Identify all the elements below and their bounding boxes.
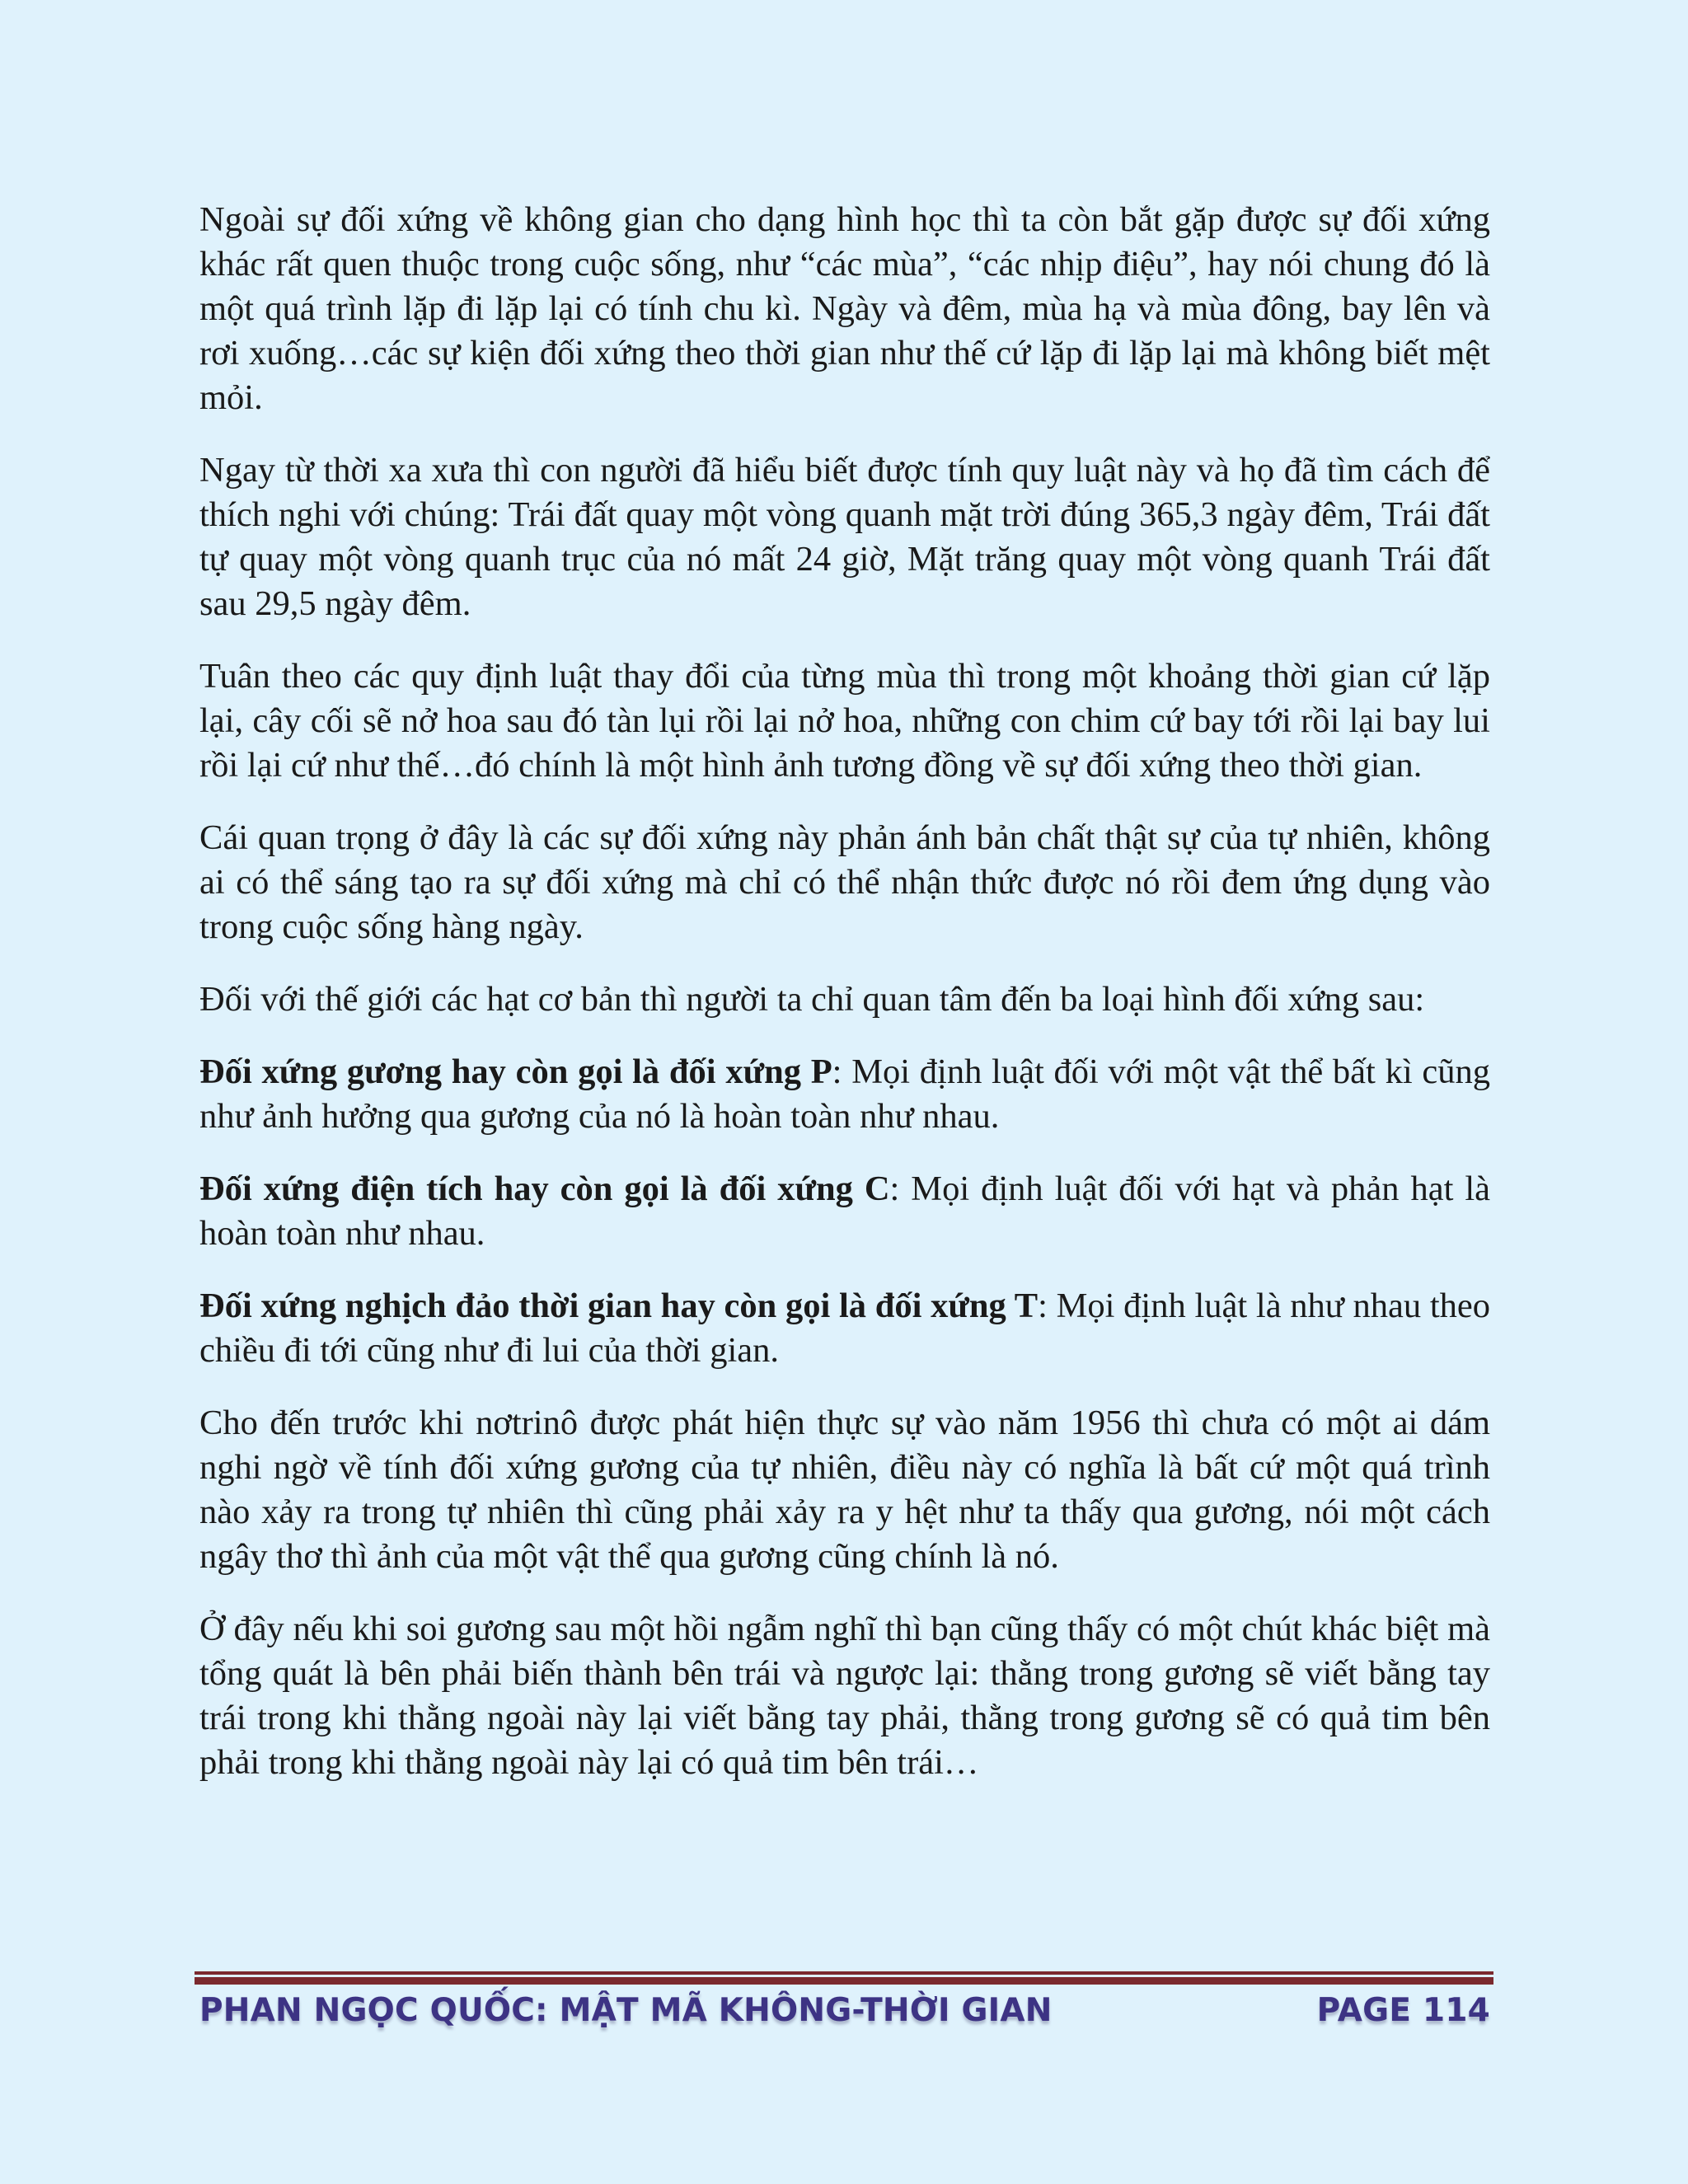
document-body [199,198,1490,1813]
footer-divider-thick [195,1977,1493,1985]
definition-text: : Mọi định luật đối với hạt và phản hạt là hoàn toàn như nhau. [199,1169,1491,1253]
paragraph: Ngay từ thời xa xưa thì con người đã hiểu biết được tính quy luật này và họ đã tìm cách để thích nghi với chúng: Trái đất quay một vòng quanh mặt trời đúng 365,3 ngày đêm, Trái đất tự quay một vòng quanh trục của nó mất 24 giờ, Mặt trăng quay một vòng quanh Trái đất sau 29,5 ngày đêm. [199,451,1490,623]
paragraph: Cho đến trước khi nơtrinô được phát hiện thực sự vào năm 1956 thì chưa có một ai dám nghi ngờ về tính đối xứng gương của tự nhiên, điều này có nghĩa là bất cứ một quá trình nào xảy ra trong tự nhiên thì cũng phải xảy ra y hệt như ta thấy qua gương, nói một cách ngây thơ thì ảnh của một vật thể qua gương cũng chính là nó. [199,1404,1490,1576]
definition-term: Đối xứng điện tích hay còn gọi là đối xứng C [199,1169,890,1208]
definition-paragraph [199,1050,1490,1139]
paragraph: Ở đây nếu khi soi gương sau một hồi ngẫm nghĩ thì bạn cũng thấy có một chút khác biệt mà tổng quát là bên phải biến thành bên trái và ngược lại: thằng trong gương sẽ viết bằng tay trái trong khi thằng ngoài này lại viết bằng tay phải, thằng trong gương sẽ có quả tim bên phải trong khi thằng ngoài này lại có quả tim bên trái… [199,1610,1490,1782]
footer-book-title: PHAN NGỌC QUỐC: MẬT MÃ KHÔNG-THỜI GIAN [199,1992,1053,2029]
paragraph: Đối với thế giới các hạt cơ bản thì người ta chỉ quan tâm đến ba loại hình đối xứng sau: [199,980,1425,1019]
definition-text: : Mọi định luật là như nhau theo chiều đi tới cũng như đi lui của thời gian. [199,1286,1490,1370]
definition-term: Đối xứng gương hay còn gọi là đối xứng P [199,1052,832,1091]
paragraph: Cái quan trọng ở đây là các sự đối xứng này phản ánh bản chất thật sự của tự nhiên, không ai có thể sáng tạo ra sự đối xứng mà chỉ có thể nhận thức được nó rồi đem ứng dụng vào trong cuộc sống hàng ngày. [199,818,1490,946]
definition-paragraph [199,1167,1490,1256]
definition-term: Đối xứng nghịch đảo thời gian hay còn gọi là đối xứng T [199,1286,1039,1325]
footer-divider-thin [195,1971,1493,1975]
paragraph: Tuân theo các quy định luật thay đổi của từng mùa thì trong một khoảng thời gian cứ lặp lại, cây cối sẽ nở hoa sau đó tàn lụi rồi lại nở hoa, những con chim cứ bay tới rồi lại bay lui rồi lại cứ như thế…đó chính là một hình ảnh tương đồng về sự đối xứng theo thời gian. [199,657,1490,785]
footer-page-number: PAGE 114 [1316,1992,1490,2029]
definition-paragraph [199,1284,1490,1373]
paragraph: Ngoài sự đối xứng về không gian cho dạng hình học thì ta còn bắt gặp được sự đối xứng khác rất quen thuộc trong cuộc sống, như “các mùa”, “các nhịp điệu”, hay nói chung đó là một quá trình lặp đi lặp lại có tính chu kì. Ngày và đêm, mùa hạ và mùa đông, bay lên và rơi xuống…các sự kiện đối xứng theo thời gian như thế cứ lặp đi lặp lại mà không biết mệt mỏi. [199,200,1490,417]
definition-text: : Mọi định luật đối với một vật thể bất kì cũng như ảnh hưởng qua gương của nó là hoàn toàn như nhau. [199,1052,1490,1136]
